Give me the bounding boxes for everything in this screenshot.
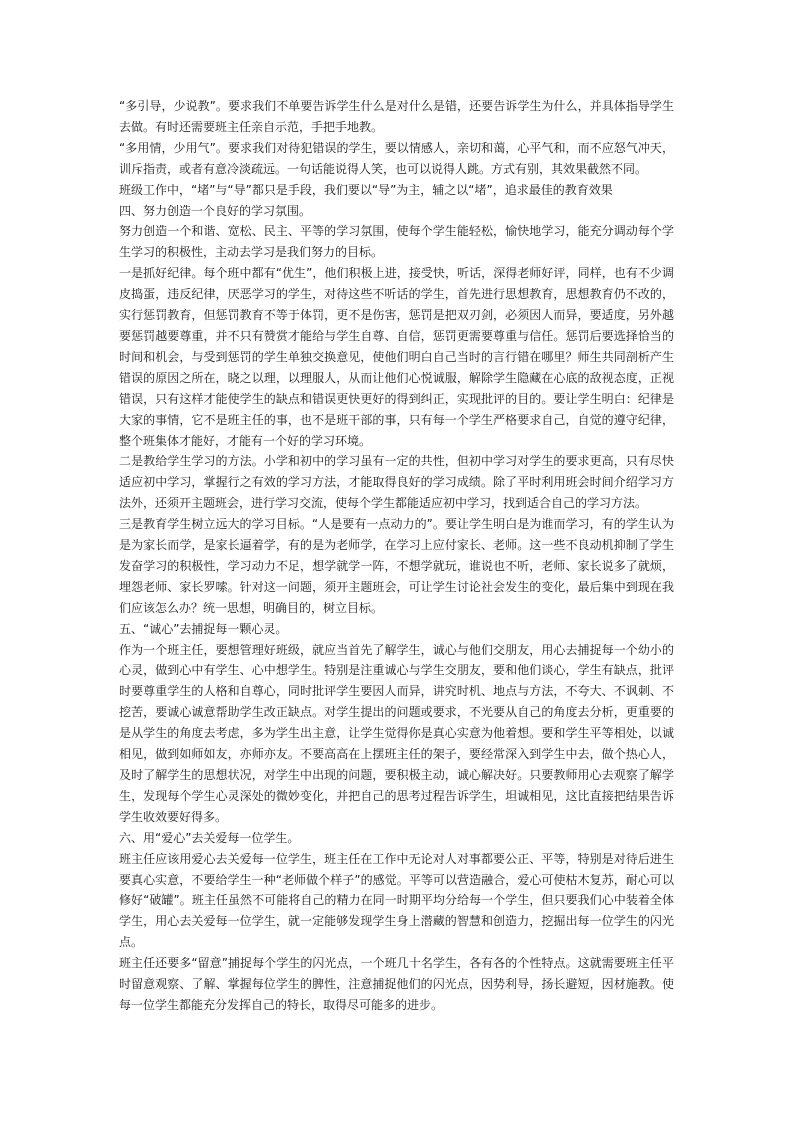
paragraph-study-goals: 三是教育学生树立远大的学习目标。“人是要有一点动力的”。要让学生明白是为谁而学习，有的学生认为是为家长而学，是家长逼着学，有的是为老师学，在学习上应付家长、老师。这一些不良动机抑制了学生发奋学习的积极性，学习动力不足，想学就学一阵，不想学就玩，谁说也不听，老师、家长说多了就烦，埋怨老师、家长罗嗦。针对这一问题，须开主题班会，可让学生讨论社会发生的变化，最后集中到现在我们应该怎么办？统一思想，明确目的，树立目标。	[119, 517, 674, 615]
paragraph-study-methods: 二是教给学生学习的方法。小学和初中的学习虽有一定的共性，但初中学习对学生的要求更高，只有尽快适应初中学习，掌握行之有效的学习方法，才能取得良好的学习成绩。除了平时利用班会时间介绍学习方法外，还须开主题班会，进行学习交流，使每个学生都能适应初中学习，找到适合自己的学习方法。	[119, 454, 674, 511]
section-heading-4: 四、努力创造一个良好的学习氛围。	[119, 203, 312, 218]
paragraph-atmosphere: 努力创造一个和谐、宽松、民主、平等的学习氛围，使每个学生能轻松，愉快地学习，能充分调动每个学生学习的积极性，主动去学习是我们努力的目标。	[119, 224, 674, 260]
paragraph-love: 班主任应该用爱心去关爱每一位学生，班主任在工作中无论对人对事都要公正、平等，特别是对待后进生要真心实意，不要给学生一种“老师做个样子”的感觉。平等可以营造融合，爱心可使枯木复苏，耐心可以修好“破罐”。班主任虽然不可能将自己的精力在同一时期平均分给每一个学生，但只要我们心中装着全体学生，用心去关爱每一位学生，就一定能够发现学生身上潜藏的智慧和创造力，挖掘出每一位学生的闪光点。	[119, 851, 674, 950]
paragraph-sincerity: 作为一个班主任，要想管理好班级，就应当首先了解学生，诚心与他们交朋友，用心去捕捉每一个幼小的心灵，做到心中有学生、心中想学生。特别是注重诚心与学生交朋友，要和他们谈心，学生有缺点，批评时要尊重学生的人格和自尊心，同时批评学生要因人而异，讲究时机、地点与方法，不夸大、不讽刺、不挖苦，要诚心诚意帮助学生改正缺点。对学生提出的问题或要求，不光要从自己的角度去分析，更重要的是从学生的角度去考虑，多为学生出主意，让学生觉得你是真心实意为他着想。要和学生平等相处，以诚相见，做到如师如友，亦师亦友。不要高高在上摆班主任的架子，要经常深入到学生中去，做个热心人，及时了解学生的思想状况，对学生中出现的问题，要积极主动，诚心解决好。只要教师用心去观察了解学生，发现每个学生心灵深处的微妙变化，并把自己的思考过程告诉学生，坦诚相见，这比直接把结果告诉学生收效要好得多。	[119, 642, 674, 824]
section-heading-5: 五、“诚心”去捕捉每一颗心灵。	[119, 621, 288, 636]
paragraph-discipline: 一是抓好纪律。每个班中都有“优生”，他们积极上进，接受快，听话，深得老师好评，同样，也有不少调皮捣蛋，违反纪律，厌恶学习的学生，对待这些不听话的学生，首先进行思想教育，思想教育仍不改的，实行惩罚教育，但惩罚教育不等于体罚，更不是伤害，惩罚是把双刃剑，必须因人而异，要适度，另外越要惩罚越要尊重，并不只有赞赏才能给与学生自尊、自信，惩罚更需要尊重与信任。惩罚后要选择恰当的时间和机会，与受到惩罚的学生单独交换意见，使他们明白自己当时的言行错在哪里？师生共同剖析产生错误的原因之所在，晓之以理，以理服人，从而让他们心悦诚服，解除学生隐藏在心底的敌视态度，正视错误，只有这样才能使学生的缺点和错误更快更好的得到纠正，实现批评的目的。要让学生明白：纪律是大家的事情，它不是班主任的事，也不是班干部的事，只有每一个学生严格要求自己，自觉的遵守纪律，整个班集体才能好，才能有一个好的学习环境。	[119, 266, 674, 448]
paragraph-attention: 班主任还要多“留意”捕捉每个学生的闪光点，一个班几十名学生，各有各的个性特点。这就需要班主任平时留意观察、了解、掌握每位学生的脾性，注意捕捉他们的闪光点，因势利导，扬长避短，因材施教。使每一位学生都能充分发挥自己的特长，取得尽可能多的进步。	[119, 956, 674, 1012]
paragraph-emotion: “多用情，少用气”。要求我们对待犯错误的学生，要以情感人，亲切和蔼，心平气和，而不应怒气冲天，训斥指责，或者有意冷淡疏远。一句话能说得人笑，也可以说得人跳。方式有别，其效果截然不同。	[119, 140, 674, 176]
section-heading-6: 六、用“爱心”去关爱每一位学生。	[119, 830, 300, 845]
paragraph-block-guide: 班级工作中，“堵”与“导”都只是手段，我们要以“导”为主，辅之以“堵”，追求最佳的教育效果	[119, 182, 613, 197]
document-page	[119, 96, 674, 1016]
paragraph-guidance: “多引导，少说教”。要求我们不单要告诉学生什么是对什么是错，还要告诉学生为什么，并具体指导学生去做。有时还需要班主任亲自示范，手把手地教。	[119, 99, 674, 134]
